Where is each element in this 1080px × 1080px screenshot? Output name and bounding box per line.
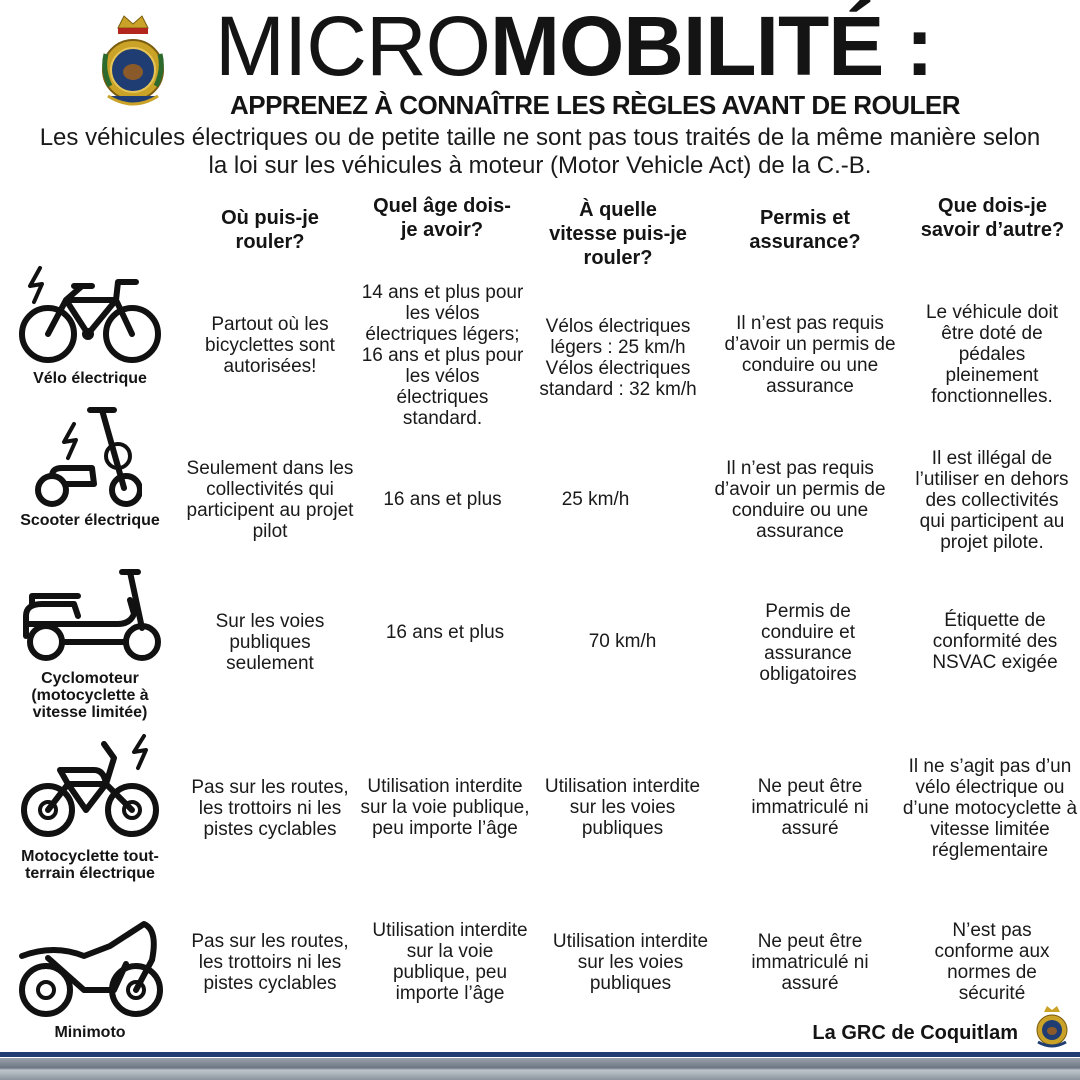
cell-dirt-bike-license: Ne peut être immatriculé ni assuré bbox=[751, 775, 869, 839]
rcmp-crest-icon bbox=[100, 8, 166, 118]
cell-moped-license: Permis de conduire et assurance obligatoires bbox=[759, 601, 857, 685]
column-header-license: Permis et assurance? bbox=[749, 207, 861, 253]
cell-e-bike-age: 14 ans et plus pour les vélos électriques légers; 16 ans et plus pour les vélos électriques standard. bbox=[361, 281, 524, 429]
cell-e-bike-speed: Vélos électriques légers : 25 km/h Vélos électriques standard : 32 km/h bbox=[539, 315, 697, 400]
column-header-other: Que dois-je savoir d’autre? bbox=[920, 195, 1065, 241]
pocket-bike-icon bbox=[14, 916, 166, 1020]
cell-pocket-bike-speed: Utilisation interdite sur les voies publiques bbox=[552, 930, 709, 994]
row-label-e-bike: Vélo électrique bbox=[33, 370, 147, 387]
cell-pocket-bike-where: Pas sur les routes, les trottoirs ni les pistes cyclables bbox=[191, 930, 349, 994]
column-header-where: Où puis-je rouler? bbox=[221, 207, 319, 253]
row-label-pocket-bike: Minimoto bbox=[54, 1024, 126, 1041]
cell-e-scooter-other: Il est illégal de l’utiliser en dehors des collectivités qui participent au projet pilote. bbox=[915, 447, 1069, 553]
e-scooter-icon bbox=[32, 404, 142, 508]
intro-line-1: Les véhicules électriques ou de petite taille ne sont pas tous traités de la même manière selon bbox=[39, 124, 1041, 151]
cell-dirt-bike-other: Il ne s’agit pas d’un vélo électrique ou d’une motocyclette à vitesse limitée réglementaire bbox=[902, 755, 1078, 861]
intro-text bbox=[10, 124, 1070, 180]
footer-name: La GRC de Coquitlam bbox=[812, 1022, 1018, 1044]
e-bike-icon bbox=[18, 262, 164, 366]
title-bold: MOBILITÉ : bbox=[489, 0, 933, 93]
cell-e-scooter-license: Il n’est pas requis d’avoir un permis de conduire ou une assurance bbox=[714, 458, 886, 542]
cell-moped-speed: 70 km/h bbox=[588, 630, 657, 652]
row-label-dirt-bike: Motocyclette tout-terrain électrique bbox=[21, 848, 159, 882]
moped-icon bbox=[18, 566, 164, 666]
footer-bar bbox=[0, 1058, 1080, 1080]
rcmp-crest-small-icon bbox=[1032, 1004, 1072, 1050]
cell-e-bike-license: Il n’est pas requis d’avoir un permis de conduire ou une assurance bbox=[724, 313, 896, 397]
cell-e-bike-where: Partout où les bicyclettes sont autorisées! bbox=[205, 313, 335, 377]
cell-moped-other: Étiquette de conformité des NSVAC exigée bbox=[932, 609, 1058, 673]
page-subtitle: APPRENEZ À CONNAÎTRE LES RÈGLES AVANT DE ROULER bbox=[229, 90, 961, 120]
title-light: MICRO bbox=[215, 0, 490, 93]
intro-line-2: la loi sur les véhicules à moteur (Motor Vehicle Act) de la C.-B. bbox=[208, 152, 872, 179]
cell-moped-age: 16 ans et plus bbox=[385, 621, 505, 643]
column-header-age: Quel âge dois-je avoir? bbox=[373, 195, 511, 241]
cell-dirt-bike-speed: Utilisation interdite sur les voies publiques bbox=[544, 775, 701, 839]
cell-e-bike-other: Le véhicule doit être doté de pédales pleinement fonctionnelles. bbox=[925, 301, 1059, 407]
cell-e-scooter-age: 16 ans et plus bbox=[383, 488, 502, 510]
footer-accent-line bbox=[0, 1052, 1080, 1057]
cell-pocket-bike-age: Utilisation interdite sur la voie publique, peu importe l’âge bbox=[372, 920, 528, 1004]
column-header-speed: À quelle vitesse puis-je rouler? bbox=[549, 199, 687, 269]
cell-e-scooter-speed: 25 km/h bbox=[561, 488, 630, 510]
row-label-e-scooter: Scooter électrique bbox=[20, 512, 160, 529]
cell-pocket-bike-other: N’est pas conforme aux normes de sécurité bbox=[934, 920, 1050, 1004]
electric-dirt-bike-icon bbox=[16, 730, 166, 842]
cell-dirt-bike-age: Utilisation interdite sur la voie publique, peu importe l’âge bbox=[360, 775, 530, 839]
cell-e-scooter-where: Seulement dans les collectivités qui participent au projet pilot bbox=[186, 458, 354, 542]
cell-dirt-bike-where: Pas sur les routes, les trottoirs ni les pistes cyclables bbox=[191, 776, 349, 840]
page-title bbox=[215, 0, 975, 92]
row-label-moped: Cyclomoteur (motocyclette à vitesse limitée) bbox=[31, 670, 149, 721]
cell-moped-where: Sur les voies publiques seulement bbox=[215, 610, 325, 674]
cell-pocket-bike-license: Ne peut être immatriculé ni assuré bbox=[751, 930, 869, 994]
